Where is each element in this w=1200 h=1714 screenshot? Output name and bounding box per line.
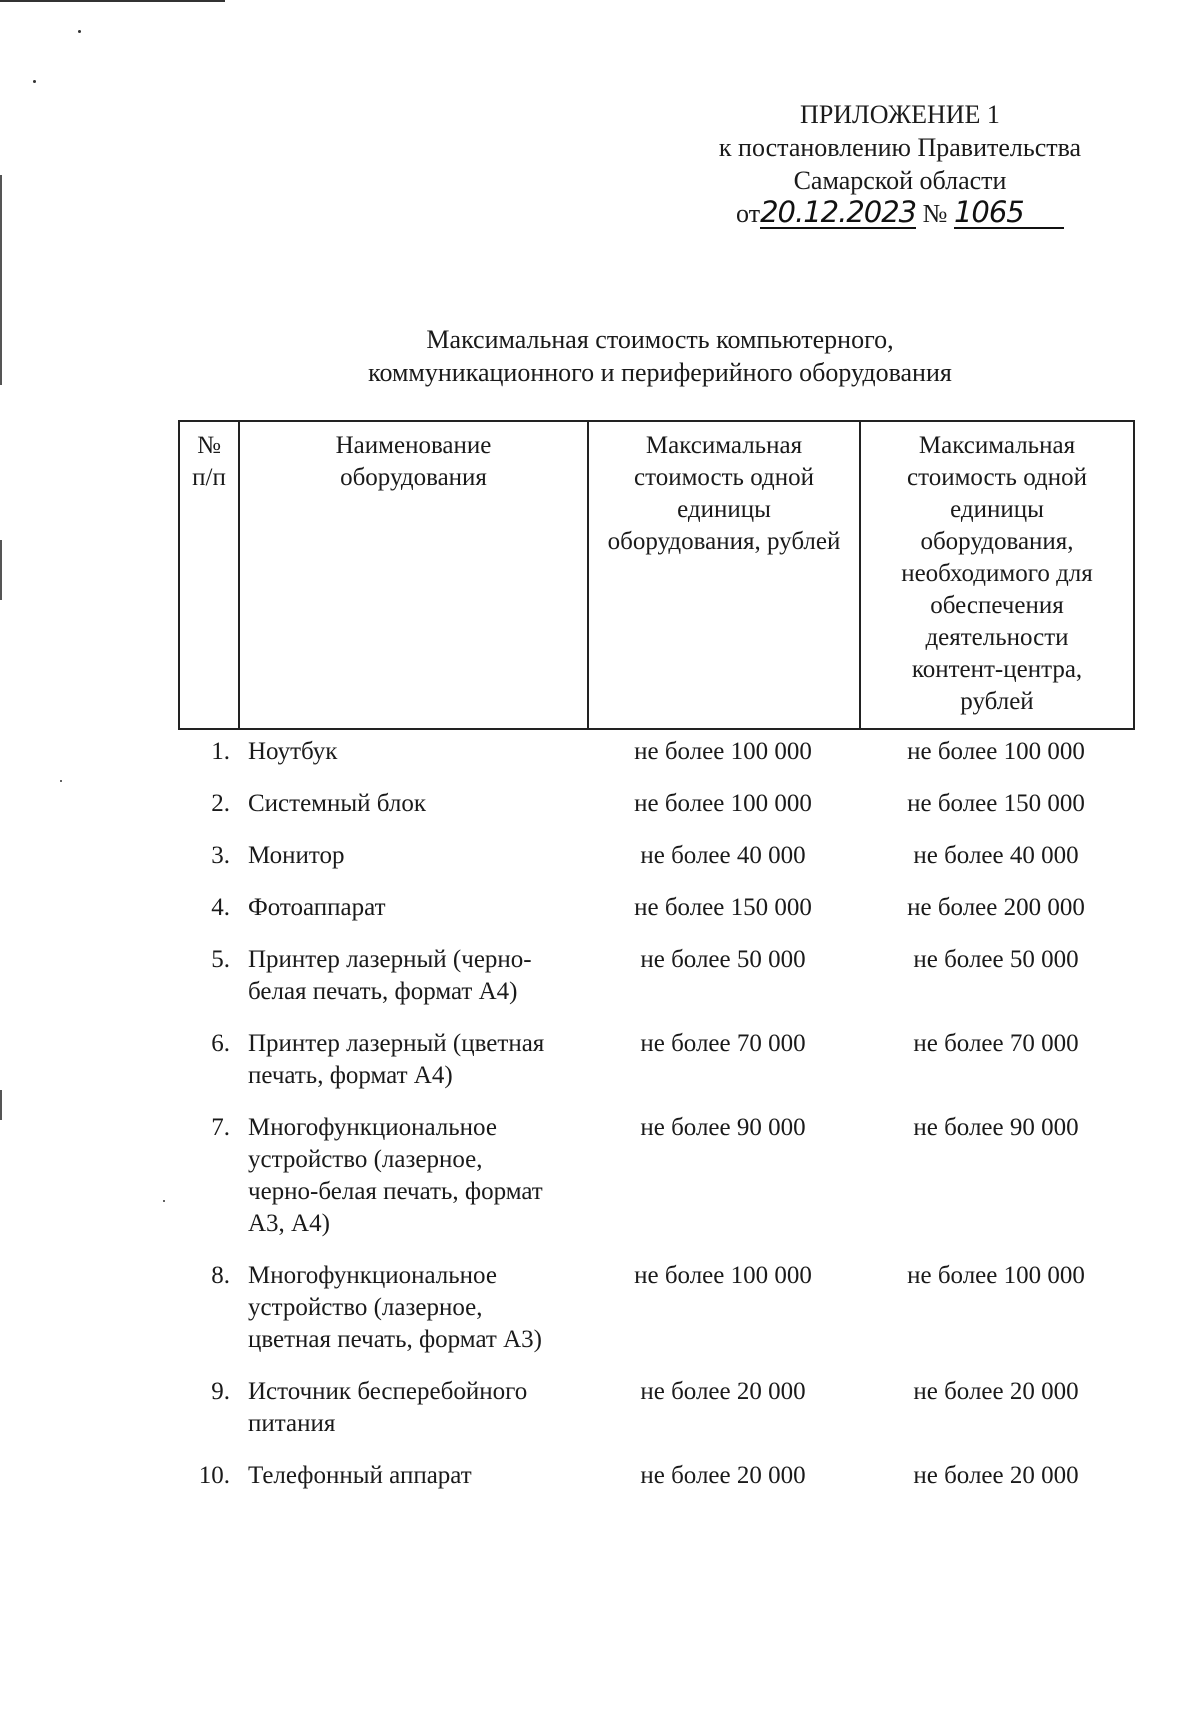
max-price-content-center: не более 20 000 — [913, 1462, 1079, 1489]
max-price-content-center: не более 40 000 — [913, 842, 1079, 869]
row-number: 7. — [211, 1114, 230, 1141]
row-number: 1. — [211, 738, 230, 765]
appendix-title: ПРИЛОЖЕНИЕ 1 — [800, 100, 1000, 129]
equipment-name: Многофункциональное устройство (лазерное, цветная печать, формат А3) — [248, 1262, 542, 1353]
title-line-1: Максимальная стоимость компьютерного, — [426, 325, 894, 354]
table-row — [178, 1376, 1133, 1440]
scan-edge-bar — [0, 540, 2, 600]
max-price: не более 150 000 — [634, 894, 812, 921]
row-number: 5. — [211, 946, 230, 973]
max-price-content-center: не более 100 000 — [907, 738, 1085, 765]
table-row — [178, 944, 1133, 1008]
max-price-content-center: не более 90 000 — [913, 1114, 1079, 1141]
date-field — [760, 195, 917, 229]
column-header-name: Наименование оборудования — [239, 421, 588, 729]
max-price-content-center: не более 70 000 — [913, 1030, 1079, 1057]
handwritten-date: 20.12.2023 — [760, 195, 917, 229]
number-field — [953, 195, 1064, 229]
table-row — [178, 1260, 1133, 1356]
max-price-content-center: не более 200 000 — [907, 894, 1085, 921]
scan-edge-bar — [0, 175, 2, 385]
equipment-name: Системный блок — [248, 790, 427, 817]
date-prefix: от — [736, 199, 761, 228]
scan-speck — [60, 780, 62, 782]
column-header-num: № п/п — [179, 421, 239, 729]
max-price: не более 100 000 — [634, 790, 812, 817]
max-price: не более 40 000 — [640, 842, 806, 869]
region-name: Самарской области — [793, 166, 1007, 195]
max-price-content-center: не более 100 000 — [907, 1262, 1085, 1289]
scan-edge-bar — [0, 1090, 2, 1120]
table-row — [178, 1028, 1133, 1092]
appendix-header — [680, 98, 1120, 230]
table-row — [178, 736, 1133, 768]
table-row — [178, 840, 1133, 872]
table-row — [178, 892, 1133, 924]
max-price-content-center: не более 50 000 — [913, 946, 1079, 973]
equipment-name: Ноутбук — [248, 738, 338, 765]
table-row — [178, 1460, 1133, 1492]
equipment-name: Многофункциональное устройство (лазерное, черно-белая печать, формат А3, А4) — [248, 1114, 543, 1237]
title-line-2: коммуникационного и периферийного оборудования — [368, 358, 952, 387]
max-price: не более 90 000 — [640, 1114, 806, 1141]
max-price: не более 20 000 — [640, 1378, 806, 1405]
row-number: 9. — [211, 1378, 230, 1405]
scan-speck — [33, 80, 36, 83]
document-title — [300, 323, 1020, 389]
equipment-name: Телефонный аппарат — [248, 1462, 472, 1489]
table-row — [178, 1112, 1133, 1240]
equipment-name: Принтер лазерный (цветная печать, формат А4) — [248, 1030, 545, 1089]
scan-edge-line — [0, 0, 225, 2]
row-number: 10. — [198, 1462, 230, 1489]
equipment-name: Принтер лазерный (черно- белая печать, формат А4) — [248, 946, 532, 1005]
row-number: 3. — [211, 842, 230, 869]
max-price: не более 100 000 — [634, 1262, 812, 1289]
table-row — [178, 788, 1133, 820]
max-price: не более 100 000 — [634, 738, 812, 765]
max-price: не более 50 000 — [640, 946, 806, 973]
price-table-body — [178, 736, 1133, 1492]
max-price-content-center: не более 150 000 — [907, 790, 1085, 817]
equipment-name: Монитор — [248, 842, 345, 869]
price-table-header — [178, 420, 1135, 730]
date-number-line — [680, 197, 1120, 230]
row-number: 6. — [211, 1030, 230, 1057]
max-price-content-center: не более 20 000 — [913, 1378, 1079, 1405]
max-price: не более 20 000 — [640, 1462, 806, 1489]
column-header-price: Максимальная стоимость одной единицы оборудования, рублей — [588, 421, 860, 729]
scan-speck — [163, 1200, 165, 1202]
column-header-price-content-center: Максимальная стоимость одной единицы оборудования, необходимого для обеспечения деятельности контент-центра, рублей — [860, 421, 1134, 729]
max-price: не более 70 000 — [640, 1030, 806, 1057]
decree-reference: к постановлению Правительства — [718, 133, 1082, 162]
scan-speck — [78, 30, 81, 33]
equipment-name: Фотоаппарат — [248, 894, 386, 921]
equipment-name: Источник бесперебойного питания — [248, 1378, 528, 1437]
row-number: 4. — [211, 894, 230, 921]
handwritten-number: 1065 — [953, 195, 1024, 229]
row-number: 8. — [211, 1262, 230, 1289]
row-number: 2. — [211, 790, 230, 817]
number-prefix: № — [922, 199, 948, 228]
